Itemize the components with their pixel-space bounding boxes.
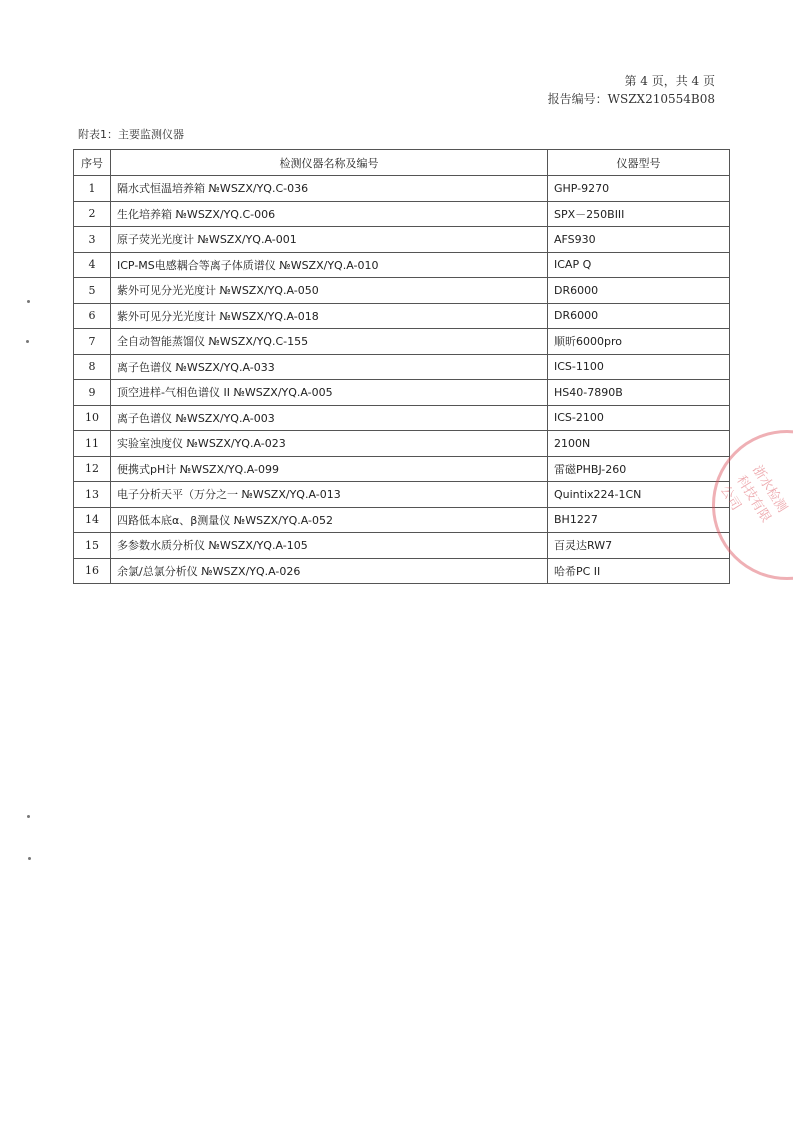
instrument-model: DR6000 xyxy=(548,303,730,329)
instrument-model: 百灵达RW7 xyxy=(548,533,730,559)
instrument-table xyxy=(73,149,730,584)
table-row xyxy=(74,533,730,559)
instrument-name: 离子色谱仪 №WSZX/YQ.A-003 xyxy=(111,405,548,431)
instrument-model: Quintix224-1CN xyxy=(548,482,730,508)
instrument-name: 四路低本底α、β测量仪 №WSZX/YQ.A-052 xyxy=(111,507,548,533)
instrument-model: BH1227 xyxy=(548,507,730,533)
page-info: 第 4 页，共 4 页 xyxy=(624,74,715,88)
column-header-name: 检测仪器名称及编号 xyxy=(111,150,548,176)
instrument-model: 雷磁PHBJ-260 xyxy=(548,456,730,482)
instrument-model: DR6000 xyxy=(548,278,730,304)
instrument-name: 电子分析天平（万分之一 №WSZX/YQ.A-013 xyxy=(111,482,548,508)
row-number: 13 xyxy=(74,482,111,508)
scan-mark xyxy=(27,300,30,303)
row-number: 15 xyxy=(74,533,111,559)
table-row xyxy=(74,201,730,227)
instrument-model: SPX－250BIII xyxy=(548,201,730,227)
row-number: 5 xyxy=(74,278,111,304)
table-row xyxy=(74,176,730,202)
table-row xyxy=(74,252,730,278)
instrument-name: 离子色谱仪 №WSZX/YQ.A-033 xyxy=(111,354,548,380)
instrument-name: 紫外可见分光光度计 №WSZX/YQ.A-018 xyxy=(111,303,548,329)
instrument-name: 生化培养箱 №WSZX/YQ.C-006 xyxy=(111,201,548,227)
scan-mark xyxy=(26,340,29,343)
row-number: 9 xyxy=(74,380,111,406)
page-header xyxy=(548,72,715,108)
scan-mark xyxy=(27,815,30,818)
table-row xyxy=(74,558,730,584)
instrument-model: 哈希PC II xyxy=(548,558,730,584)
row-number: 16 xyxy=(74,558,111,584)
table-row xyxy=(74,227,730,253)
instrument-name: ICP-MS电感耦合等离子体质谱仪 №WSZX/YQ.A-010 xyxy=(111,252,548,278)
table-row xyxy=(74,431,730,457)
table-row xyxy=(74,507,730,533)
column-header-no: 序号 xyxy=(74,150,111,176)
table-row xyxy=(74,303,730,329)
table-row xyxy=(74,405,730,431)
instrument-model: 顺昕6000pro xyxy=(548,329,730,355)
instrument-model: AFS930 xyxy=(548,227,730,253)
table-row xyxy=(74,456,730,482)
report-number: 报告编号：WSZX210554B08 xyxy=(547,92,715,106)
instrument-model: GHP-9270 xyxy=(548,176,730,202)
table-row xyxy=(74,380,730,406)
instrument-name: 紫外可见分光光度计 №WSZX/YQ.A-050 xyxy=(111,278,548,304)
instrument-name: 实验室浊度仪 №WSZX/YQ.A-023 xyxy=(111,431,548,457)
table-row xyxy=(74,278,730,304)
appendix-title: 附表1：主要监测仪器 xyxy=(78,128,184,141)
instrument-name: 余氯/总氯分析仪 №WSZX/YQ.A-026 xyxy=(111,558,548,584)
instrument-name: 便携式pH计 №WSZX/YQ.A-099 xyxy=(111,456,548,482)
column-header-model: 仪器型号 xyxy=(548,150,730,176)
row-number: 3 xyxy=(74,227,111,253)
row-number: 2 xyxy=(74,201,111,227)
row-number: 12 xyxy=(74,456,111,482)
instrument-model: ICAP Q xyxy=(548,252,730,278)
table-header-row xyxy=(74,150,730,176)
instrument-name: 原子荧光光度计 №WSZX/YQ.A-001 xyxy=(111,227,548,253)
row-number: 8 xyxy=(74,354,111,380)
table-row xyxy=(74,354,730,380)
row-number: 1 xyxy=(74,176,111,202)
instrument-name: 多参数水质分析仪 №WSZX/YQ.A-105 xyxy=(111,533,548,559)
instrument-model: ICS-2100 xyxy=(548,405,730,431)
instrument-name: 顶空进样-气相色谱仪 II №WSZX/YQ.A-005 xyxy=(111,380,548,406)
instrument-name: 隔水式恒温培养箱 №WSZX/YQ.C-036 xyxy=(111,176,548,202)
scan-mark xyxy=(28,857,31,860)
table-row xyxy=(74,329,730,355)
instrument-model: ICS-1100 xyxy=(548,354,730,380)
row-number: 11 xyxy=(74,431,111,457)
table-row xyxy=(74,482,730,508)
row-number: 4 xyxy=(74,252,111,278)
instrument-name: 全自动智能蒸馏仪 №WSZX/YQ.C-155 xyxy=(111,329,548,355)
row-number: 14 xyxy=(74,507,111,533)
instrument-model: HS40-7890B xyxy=(548,380,730,406)
seal-text: 浙水检测科技有限公司 xyxy=(716,463,790,526)
instrument-model: 2100N xyxy=(548,431,730,457)
row-number: 6 xyxy=(74,303,111,329)
row-number: 10 xyxy=(74,405,111,431)
row-number: 7 xyxy=(74,329,111,355)
